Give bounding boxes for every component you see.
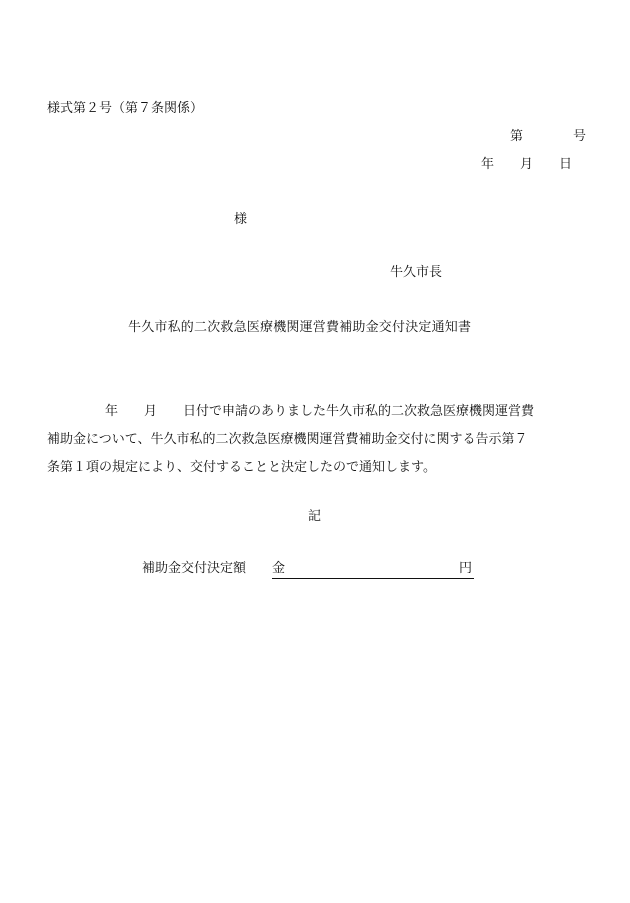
date-month: 月: [520, 157, 534, 172]
ki-heading: 記: [308, 509, 322, 524]
grant-amount-row: [142, 561, 474, 579]
body-line-1-text: 日付で申請のありました牛久市私的二次救急医療機関運営費: [183, 404, 535, 419]
document-number-line: [510, 129, 586, 145]
date-line: [481, 157, 572, 173]
addressee-suffix: 様: [234, 212, 248, 227]
body-line-3: 条第１項の規定により、交付することと決定したので通知します。: [47, 460, 436, 475]
amount-unit: 円: [459, 561, 473, 576]
body-month: 月: [144, 404, 158, 419]
body-paragraph: [47, 398, 587, 482]
date-year: 年: [481, 157, 495, 172]
grant-amount-field: [272, 561, 474, 579]
body-line-1: [47, 398, 587, 426]
date-day: 日: [559, 157, 573, 172]
document-title: 牛久市私的二次救急医療機関運営費補助金交付決定通知書: [128, 320, 472, 335]
body-year: 年: [105, 404, 119, 419]
form-label: 様式第２号（第７条関係）: [47, 101, 204, 116]
amount-prefix: 金: [272, 561, 286, 576]
grant-amount-label: 補助金交付決定額: [142, 561, 247, 576]
body-line-2: 補助金について、牛久市私的二次救急医療機関運営費補助金交付に関する告示第７: [47, 432, 528, 447]
number-go: 号: [573, 129, 587, 144]
number-dai: 第: [510, 129, 524, 144]
sender-name: 牛久市長: [390, 265, 443, 280]
